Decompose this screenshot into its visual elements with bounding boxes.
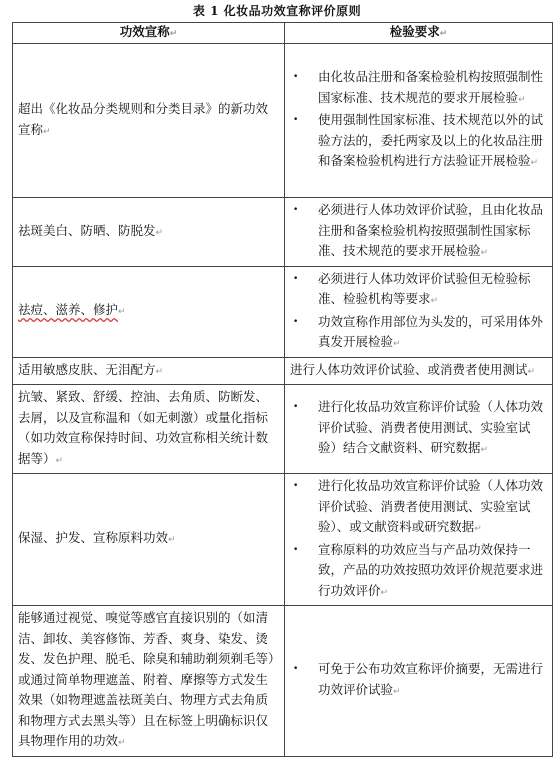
requirement-cell xyxy=(285,606,553,757)
bullet-icon: • xyxy=(293,544,299,555)
table-row xyxy=(13,357,553,385)
bullet-icon: • xyxy=(293,481,299,491)
table-caption: 表 1 化妆品功效宣称评价原则 xyxy=(192,4,362,18)
requirement-item: • 宣称原料的功效应当与产品功效保持一致，产品的功效按照功效评价规范要求进行功效评价↵ xyxy=(293,541,544,598)
bullet-icon: • xyxy=(293,402,299,413)
table-row xyxy=(13,385,553,474)
claim-cell: 超出《化妆品分类规则和分类目录》的新功效宣称↵ xyxy=(13,44,285,198)
requirement-item: • 进行化妆品功效宣称评价试验（人体功效评价试验、消费者使用测试、实验室试验）、或文献资料或研究数据↵ xyxy=(293,478,544,534)
requirement-cell: 进行人体功效评价试验、或消费者使用测试↵ xyxy=(285,357,553,385)
requirement-cell xyxy=(285,44,553,198)
requirement-list xyxy=(290,397,547,461)
requirement-list xyxy=(290,476,547,603)
claim-cell: 适用敏感皮肤、无泪配方↵ xyxy=(13,357,285,385)
bullet-icon: • xyxy=(293,205,299,215)
requirement-cell xyxy=(285,198,553,267)
header-claim: 功效宣称↵ xyxy=(13,23,285,44)
requirement-list xyxy=(290,200,547,264)
bullet-icon: • xyxy=(293,664,299,675)
claim-cell: 能够通过视觉、嗅觉等感官直接识别的（如清洁、卸妆、美容修饰、芳香、爽身、染发、烫发、发色护理、脱毛、除臭和辅助剃须剃毛等）或通过简单物理遮盖、附着、摩擦等方式发生效果（如物理遮盖祛斑美白、物理方式去角质和物理方式去黑头等）且在标签上明确标识仅具物理作用的功效↵ xyxy=(13,606,285,757)
requirement-list xyxy=(290,659,547,702)
table-row xyxy=(13,266,553,357)
claim-cell: 抗皱、紧致、舒缓、控油、去角质、防断发、去屑，以及宣称温和（如无刺激）或量化指标（如功效宣称保持时间、功效宣称相关统计数据等）↵ xyxy=(13,385,285,474)
paragraph-mark: ↵ xyxy=(439,29,448,39)
requirement-item: • 进行化妆品功效宣称评价试验（人体功效评价试验、消费者使用测试、实验室试验）结合文献资料、研究数据↵ xyxy=(293,399,544,456)
requirement-cell xyxy=(285,474,553,606)
claim-cell: 祛斑美白、防晒、防脱发↵ xyxy=(13,198,285,267)
bullet-icon: • xyxy=(293,115,299,126)
table-row xyxy=(13,474,553,606)
table-row xyxy=(13,606,553,757)
efficacy-claim-table xyxy=(12,22,553,757)
bullet-icon: • xyxy=(293,72,299,83)
requirement-list xyxy=(290,269,547,355)
requirement-cell xyxy=(285,385,553,474)
table-row xyxy=(13,44,553,198)
requirement-item: • 必须进行人体功效评价试验但无检验标准、检验机构等要求↵ xyxy=(293,270,531,306)
bullet-icon: • xyxy=(293,273,299,284)
paragraph-mark: ↵ xyxy=(169,29,178,39)
header-requirement: 检验要求↵ xyxy=(285,23,553,44)
table-header-row xyxy=(13,23,553,44)
requirement-item: • 使用强制性国家标准、技术规范以外的试验方法的，委托两家及以上的化妆品注册和备案检验机构进行方法验证开展检验↵ xyxy=(293,112,544,169)
requirement-item: • 必须进行人体功效评价试验，且由化妆品注册和备案检验机构按照强制性国家标准、技术规范的要求开展检验↵ xyxy=(293,202,544,258)
requirement-list xyxy=(290,67,547,174)
table-row xyxy=(13,198,553,267)
requirement-item: • 由化妆品注册和备案检验机构按照强制性国家标准、技术规范的要求开展检验↵ xyxy=(293,69,544,105)
requirement-item: • 功效宣称作用部位为头发的，可采用体外真发开展检验↵ xyxy=(293,313,544,349)
requirement-cell xyxy=(285,266,553,357)
requirement-item: • 可免于公布功效宣称评价摘要，无需进行功效评价试验↵ xyxy=(293,661,544,697)
bullet-icon: • xyxy=(293,316,299,327)
claim-cell: 祛痘、滋养、修护↵ xyxy=(13,266,285,357)
claim-cell: 保湿、护发、宣称原料功效↵ xyxy=(13,474,285,606)
